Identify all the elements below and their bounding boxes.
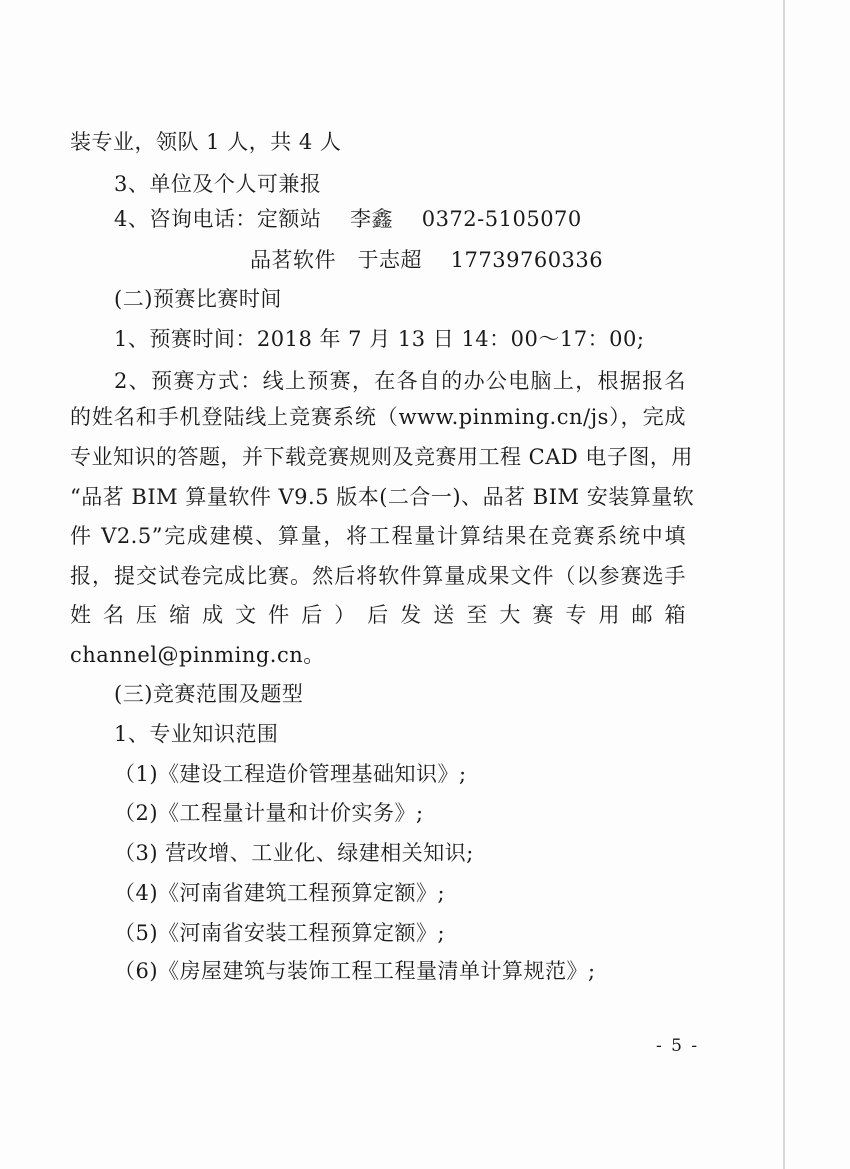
text-line: “品茗 BIM 算量软件 V9.5 版本(二合一)、品茗 BIM 安装算量软 xyxy=(70,485,695,509)
text-line: 的姓名和手机登陆线上竞赛系统（www.pinming.cn/js），完成 xyxy=(70,405,686,429)
text-line: 3、单位及个人可兼报 xyxy=(114,172,322,196)
list-item: （4)《河南省建筑工程预算定额》; xyxy=(114,881,446,905)
text-line: 4、咨询电话：定额站 李鑫 0372-5105070 xyxy=(114,207,582,231)
text-line: 1、专业知识范围 xyxy=(114,722,279,746)
page-number: - 5 - xyxy=(656,1036,700,1056)
text-line: 专业知识的答题，并下载竞赛规则及竞赛用工程 CAD 电子图，用 xyxy=(70,445,693,469)
text-line: 2、预赛方式：线上预赛，在各自的办公电脑上，根据报名 xyxy=(114,369,686,393)
list-item: （3) 营改增、工业化、绿建相关知识; xyxy=(114,841,474,865)
text-line: 装专业，领队 1 人，共 4 人 xyxy=(70,130,342,154)
page-edge xyxy=(783,0,785,1169)
section-heading: (二)预赛比赛时间 xyxy=(114,287,282,311)
section-heading: (三)竞赛范围及题型 xyxy=(114,682,304,706)
text-line: 1、预赛时间：2018 年 7 月 13 日 14：00～17：00; xyxy=(114,327,645,351)
text-line: 报，提交试卷完成比赛。然后将软件算量成果文件（以参赛选手 xyxy=(70,564,686,588)
list-item: （6)《房屋建筑与装饰工程工程量清单计算规范》; xyxy=(114,959,596,983)
text-line: 品茗软件 于志超 17739760336 xyxy=(250,248,604,272)
text-line: channel@pinming.cn。 xyxy=(70,643,325,667)
list-item: （5)《河南省安装工程预算定额》; xyxy=(114,921,446,945)
list-item: （1)《建设工程造价管理基础知识》; xyxy=(114,762,467,786)
text-line: 姓名压缩成文件后）后发送至大赛专用邮箱 xyxy=(70,603,686,627)
list-item: （2)《工程量计量和计价实务》; xyxy=(114,801,424,825)
text-line: 件 V2.5”完成建模、算量，将工程量计算结果在竞赛系统中填 xyxy=(70,524,686,548)
